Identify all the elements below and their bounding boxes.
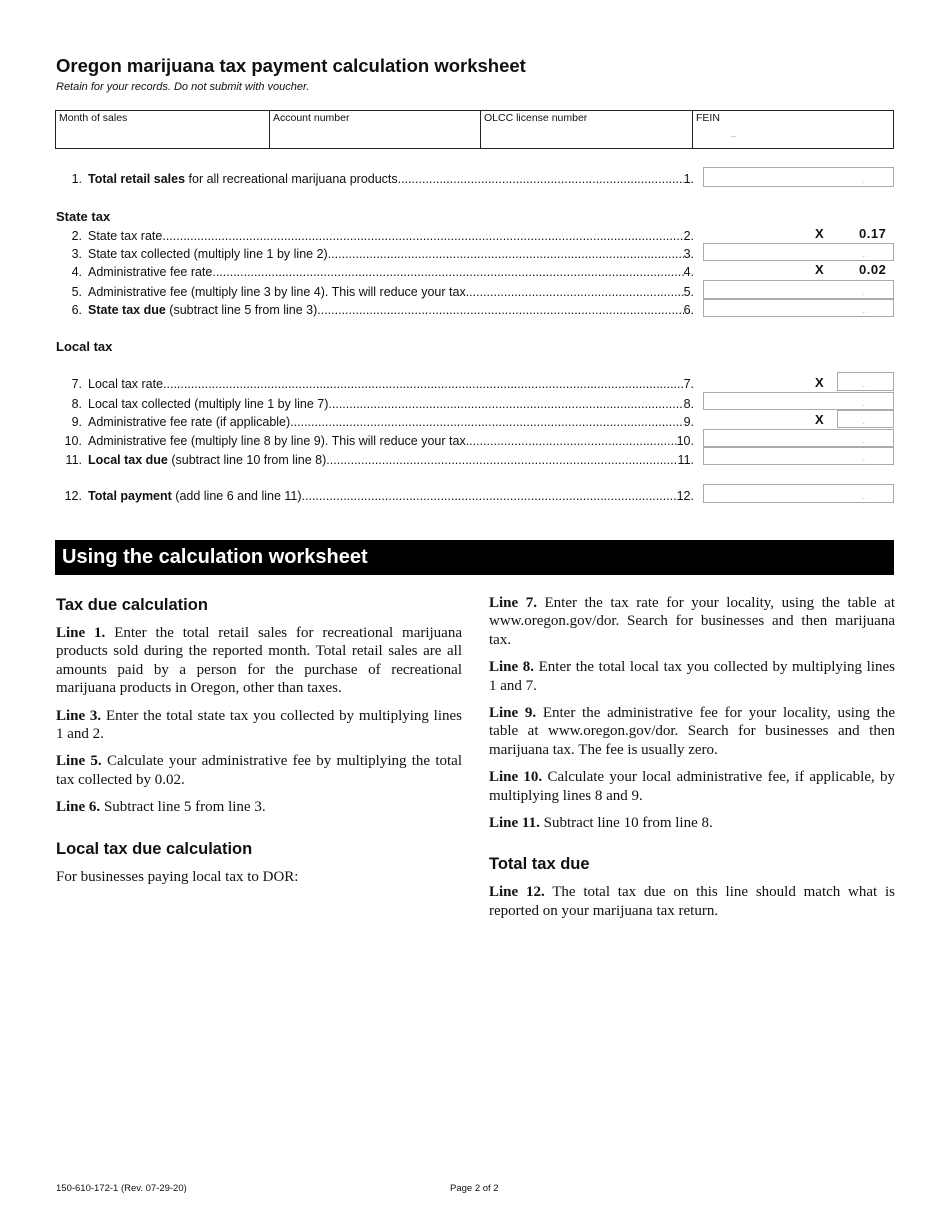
account-number-field[interactable]: [269, 111, 480, 148]
line-12-instruction: Line 12. The total tax due on this line should match what is reported on your marijuana tax return.: [489, 884, 895, 919]
line-number: 5.: [71, 285, 82, 299]
line-label-bold: Total payment: [88, 489, 172, 503]
line-end-number: 8.: [683, 397, 694, 411]
line-7-row: [56, 376, 694, 392]
line-4-row: [56, 264, 694, 280]
line-11-row: [56, 452, 694, 468]
line-number: 12.: [64, 489, 82, 503]
line-number: 11.: [65, 453, 82, 467]
line-end-number: 9.: [683, 415, 694, 429]
olcc-license-label: OLCC license number: [484, 112, 588, 124]
line-end-number: 4.: [683, 265, 694, 279]
page-number: Page 2 of 2: [450, 1183, 499, 1194]
page-subtitle: Retain for your records. Do not submit with voucher.: [56, 81, 310, 93]
line-7-instruction: Line 7. Enter the tax rate for your locality, using the table at www.oregon.gov/dor. Search for businesses and then marijuana tax.: [489, 595, 895, 648]
line-number: 1.: [71, 172, 82, 186]
line-label: Administrative fee rate: [88, 265, 213, 279]
multiply-mark: X: [815, 262, 824, 277]
line-label-bold: Local tax due: [88, 453, 168, 467]
fein-dash: –: [731, 131, 737, 141]
line-end-number: 10.: [676, 434, 694, 448]
line-3-input[interactable]: .: [703, 243, 894, 261]
line-number: 8.: [71, 397, 82, 411]
line-label: Local tax rate.: [88, 377, 167, 391]
line-8-row: [56, 396, 694, 412]
form-number: 150-610-172-1 (Rev. 07-29-20): [56, 1183, 187, 1194]
line-label: Administrative fee rate (if applicable): [88, 415, 291, 429]
multiply-mark: X: [815, 226, 824, 241]
line-11-input[interactable]: .: [703, 447, 894, 465]
line-10-instruction: Line 10. Calculate your local administrative fee, if applicable, by multiplying lines 8 and 9.: [489, 769, 895, 804]
line-6-row: [56, 302, 694, 318]
line-6-instruction: Line 6. Subtract line 5 from line 3.: [56, 799, 266, 816]
line-label: for all recreational marijuana products: [185, 172, 398, 186]
line-9-instruction: Line 9. Enter the administrative fee for your locality, using the table at www.oregon.gov/dor. Search for businesses and then marijuana tax. The fee is usually zero.: [489, 705, 895, 758]
line-1-input[interactable]: .: [703, 167, 894, 187]
line-9-rate-input[interactable]: .: [837, 410, 894, 428]
line-3-instruction: Line 3. Enter the total state tax you collected by multiplying lines 1 and 2.: [56, 707, 462, 743]
line-label: (add line 6 and line 11): [171, 489, 302, 503]
instructions-left-column: [56, 596, 462, 895]
line-number: 7.: [71, 377, 82, 391]
line-number: 3.: [71, 247, 82, 261]
total-tax-due-heading: Total tax due: [489, 855, 590, 874]
local-intro: For businesses paying local tax to DOR:: [56, 868, 299, 885]
line-8-instruction: Line 8. Enter the total local tax you collected by multiplying lines 1 and 7.: [489, 659, 895, 694]
month-of-sales-label: Month of sales: [59, 112, 128, 124]
line-10-row: [56, 433, 694, 449]
line-number: 6.: [71, 303, 82, 317]
line-label-bold: State tax due: [88, 303, 166, 317]
line-5-row: [56, 284, 694, 300]
line-number: 10.: [64, 434, 82, 448]
instructions-right-column: [489, 594, 895, 929]
line-number: 9.: [71, 415, 82, 429]
multiply-mark: X: [815, 412, 824, 427]
line-end-number: 2.: [683, 229, 694, 243]
line-1-row: [56, 171, 694, 187]
fein-field[interactable]: [692, 111, 893, 148]
line-label: State tax collected (multiply line 1 by line 2): [88, 247, 328, 261]
line-8-input[interactable]: .: [703, 392, 894, 410]
month-of-sales-field[interactable]: [56, 111, 269, 148]
line-11-instruction: Line 11. Subtract line 10 from line 8.: [489, 815, 713, 832]
line-number: 4.: [71, 265, 82, 279]
line-9-row: [56, 414, 694, 430]
header-fields-box: [55, 110, 894, 149]
page-title: Oregon marijuana tax payment calculation worksheet: [56, 55, 526, 76]
account-number-label: Account number: [273, 112, 350, 124]
line-2-row: [56, 228, 694, 244]
line-end-number: 12.: [676, 489, 694, 503]
line-end-number: 7.: [683, 377, 694, 391]
admin-fee-rate-value: 0.02: [859, 262, 887, 277]
line-label: (subtract line 10 from line 8): [167, 453, 327, 467]
line-label: Administrative fee (multiply line 8 by line 9). This will reduce your tax: [88, 434, 466, 448]
olcc-license-field[interactable]: [480, 111, 692, 148]
line-number: 2.: [71, 229, 82, 243]
tax-due-heading: Tax due calculation: [56, 596, 208, 614]
line-label: State tax rate: [88, 229, 163, 243]
line-12-row: [56, 488, 694, 504]
line-label: Administrative fee (multiply line 3 by line 4). This will reduce your tax: [88, 285, 466, 299]
line-end-number: 3.: [683, 247, 694, 261]
line-end-number: 6.: [683, 303, 694, 317]
line-12-input[interactable]: .: [703, 484, 894, 503]
state-tax-heading: State tax: [56, 209, 111, 224]
line-5-input[interactable]: .: [703, 280, 894, 299]
line-1-instruction: Line 1. Enter the total retail sales for recreational marijuana products sold during the reported month. Total retail sales are all amounts paid by a person for the purchase of recreational marijuana products in Oregon, other than taxes.: [56, 625, 462, 697]
line-7-rate-input[interactable]: .: [837, 372, 894, 391]
line-3-row: [56, 246, 694, 262]
line-5-instruction: Line 5. Calculate your administrative fee by multiplying the total tax collected by 0.02.: [56, 753, 462, 788]
line-label: Local tax collected (multiply line 1 by line 7): [88, 397, 329, 411]
local-tax-due-heading: Local tax due calculation: [56, 839, 253, 858]
state-tax-rate-value: 0.17: [859, 226, 887, 241]
local-tax-heading: Local tax: [56, 339, 113, 354]
line-6-input[interactable]: .: [703, 299, 894, 317]
line-10-input[interactable]: .: [703, 429, 894, 447]
line-end-number: 5.: [683, 285, 694, 299]
line-end-number: 11.: [677, 453, 694, 467]
line-end-number: 1.: [683, 172, 694, 186]
multiply-mark: X: [815, 375, 824, 390]
fein-label: FEIN: [696, 112, 720, 124]
instructions-banner: Using the calculation worksheet: [55, 540, 894, 575]
line-label-bold: Total retail sales: [88, 172, 186, 186]
line-label: (subtract line 5 from line 3): [165, 303, 318, 317]
